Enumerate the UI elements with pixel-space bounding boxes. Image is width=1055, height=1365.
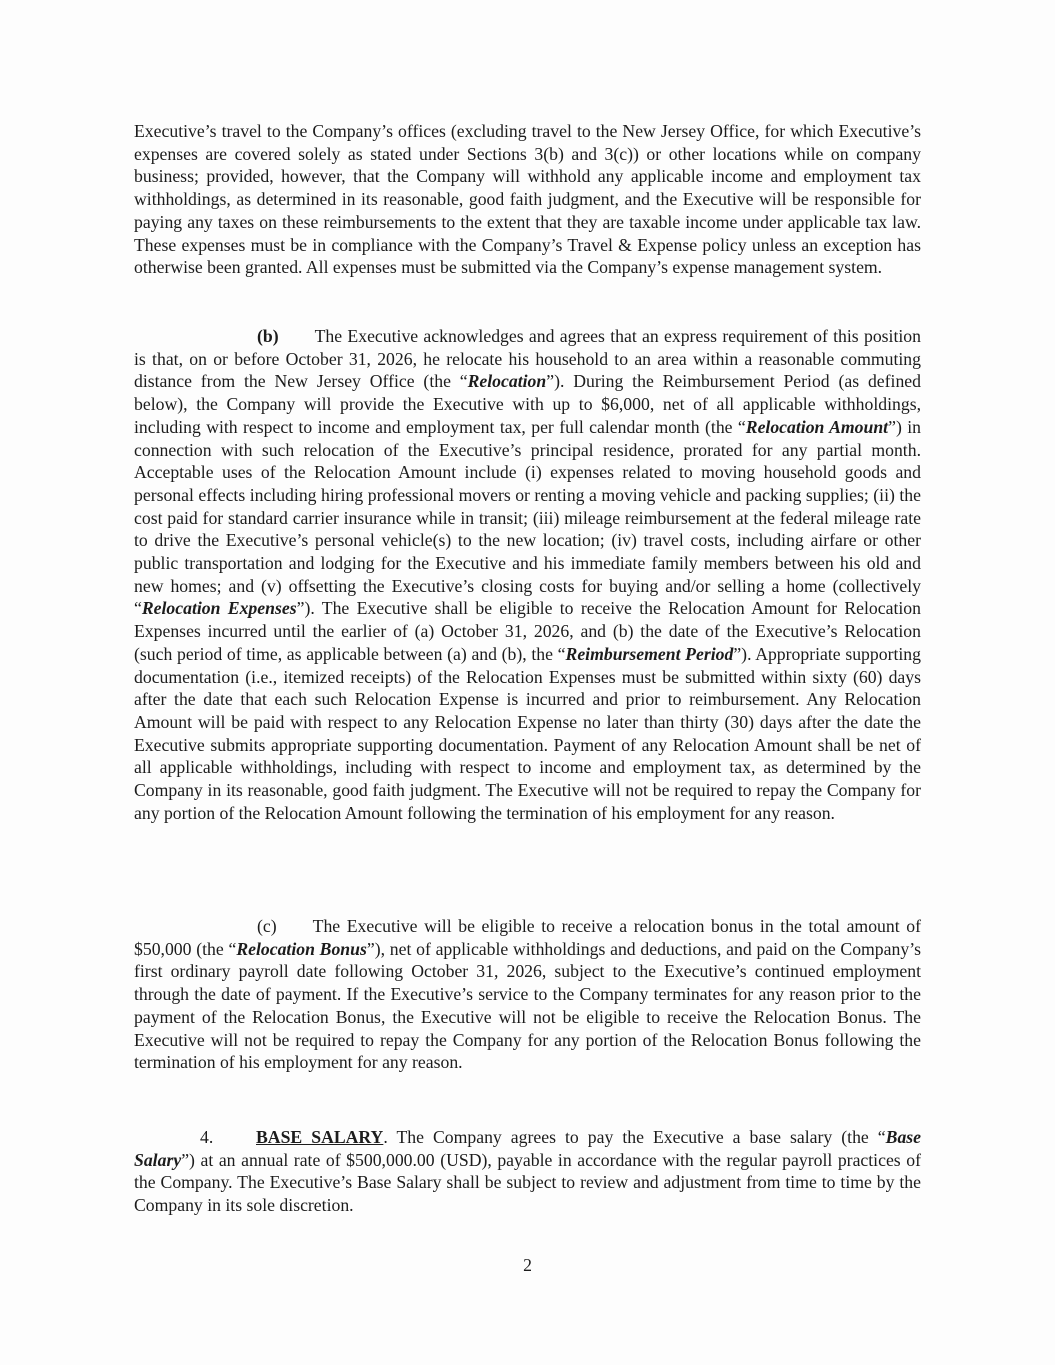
paragraph-b-text-3: ”) in connection with such relocation of the Executive’s principal residence, prorated for any partial month. Acceptable uses of the Relocation Amount include (i) expenses related to moving household goods and personal effects including hiring professional movers or renting a moving vehicle and packing supplies; (ii) the cost paid for standard carrier insurance while in transit; (iii) mileage reimbursement at the federal mileage rate to drive the Executive’s personal vehicle(s) to the new location; (iv) travel costs, including airfare or other public transportation and lodging for the Executive and his immediate family members between his old and new homes; and (v) offsetting the Executive’s closing costs for buying and/or selling a home (collectively “ xyxy=(134,416,921,619)
defined-term-reimbursement-period: Reimbursement Period xyxy=(565,643,734,664)
defined-term-relocation-bonus: Relocation Bonus xyxy=(236,938,367,959)
defined-term-relocation-expenses: Relocation Expenses xyxy=(141,598,297,619)
defined-term-base-salary: Base Salary xyxy=(134,1127,922,1170)
paragraph-c-text-1: The Executive will be eligible to receive a relocation bonus in the total amount of $50,000 (the “ xyxy=(134,916,921,959)
paragraph-b-relocation xyxy=(134,325,921,824)
paragraph-b-text-5: ”). Appropriate supporting documentation (i.e., itemized receipts) of the Relocation Expenses must be submitted within sixty (60) days after the date that each such Relocation Expense is incurred and prior to reimbursement. Any Relocation Amount will be paid with respect to any Relocation Expense no later than thirty (30) days after the date the Executive submits appropriate supporting documentation. Payment of any Relocation Amount shall be net of all applicable withholdings, including with respect to income and employment tax, as determined by the Company in its reasonable, good faith judgment. The Executive will not be required to repay the Company for any portion of the Relocation Amount following the termination of his employment for any reason. xyxy=(134,643,921,823)
section-4-text-2: ”) at an annual rate of $500,000.00 (USD), payable in accordance with the regular payroll practices of the Company. The Executive’s Base Salary shall be subject to review and adjustment from time to time by the Company in its sole discretion. xyxy=(134,1149,921,1216)
page-number: 2 xyxy=(523,1255,532,1275)
defined-term-relocation-amount: Relocation Amount xyxy=(745,416,889,437)
section-4-base-salary xyxy=(134,1126,921,1217)
paragraph-b-label: (b) xyxy=(257,326,279,346)
section-4-number: 4. xyxy=(200,1127,214,1147)
paragraph-travel-expenses-text: Executive’s travel to the Company’s offices (excluding travel to the New Jersey Office, for which Executive’s expenses are covered solely as stated under Sections 3(b) and 3(c)) or other locations while on company business; provided, however, that the Company will withhold any applicable income and employment tax withholdings, as determined in its reasonable, good faith judgment, and the Executive will be responsible for paying any taxes on these reimbursements to the extent that they are taxable income under applicable tax law. These expenses must be in compliance with the Company’s Travel & Expense policy unless an exception has otherwise been granted. All expenses must be submitted via the Company’s expense management system. xyxy=(134,121,921,278)
section-4-heading: BASE SALARY xyxy=(256,1127,384,1147)
paragraph-b-text-2: ”). During the Reimbursement Period (as defined below), the Company will provide the Executive with up to $6,000, net of all applicable withholdings, including with respect to income and employment tax, per full calendar month (the “ xyxy=(134,371,921,437)
paragraph-c-relocation-bonus xyxy=(134,915,921,1074)
paragraph-travel-expenses xyxy=(134,120,921,279)
section-4-text-1: . The Company agrees to pay the Executive a base salary (the “ xyxy=(383,1127,886,1147)
defined-term-relocation: Relocation xyxy=(467,371,547,392)
paragraph-c-text-2: ”), net of applicable withholdings and deductions, and paid on the Company’s first ordinary payroll date following October 31, 2026, subject to the Executive’s continued employment through the date of payment. If the Executive’s service to the Company terminates for any reason prior to the payment of the Relocation Bonus, the Executive will not be eligible to receive the Relocation Bonus. The Executive will not be required to repay the Company for any portion of the Relocation Bonus following the termination of his employment for any reason. xyxy=(134,938,921,1073)
paragraph-b-text-4: ”). The Executive shall be eligible to receive the Relocation Amount for Relocation Expenses incurred until the earlier of (a) October 31, 2026, and (b) the date of the Executive’s Relocation (such period of time, as applicable between (a) and (b), the “ xyxy=(134,598,921,664)
paragraph-c-label: (c) xyxy=(257,916,277,936)
paragraph-b-text-1: The Executive acknowledges and agrees that an express requirement of this position is that, on or before October 31, 2026, he relocate his household to an area within a reasonable commuting distance from the New Jersey Office (the “ xyxy=(134,326,921,392)
